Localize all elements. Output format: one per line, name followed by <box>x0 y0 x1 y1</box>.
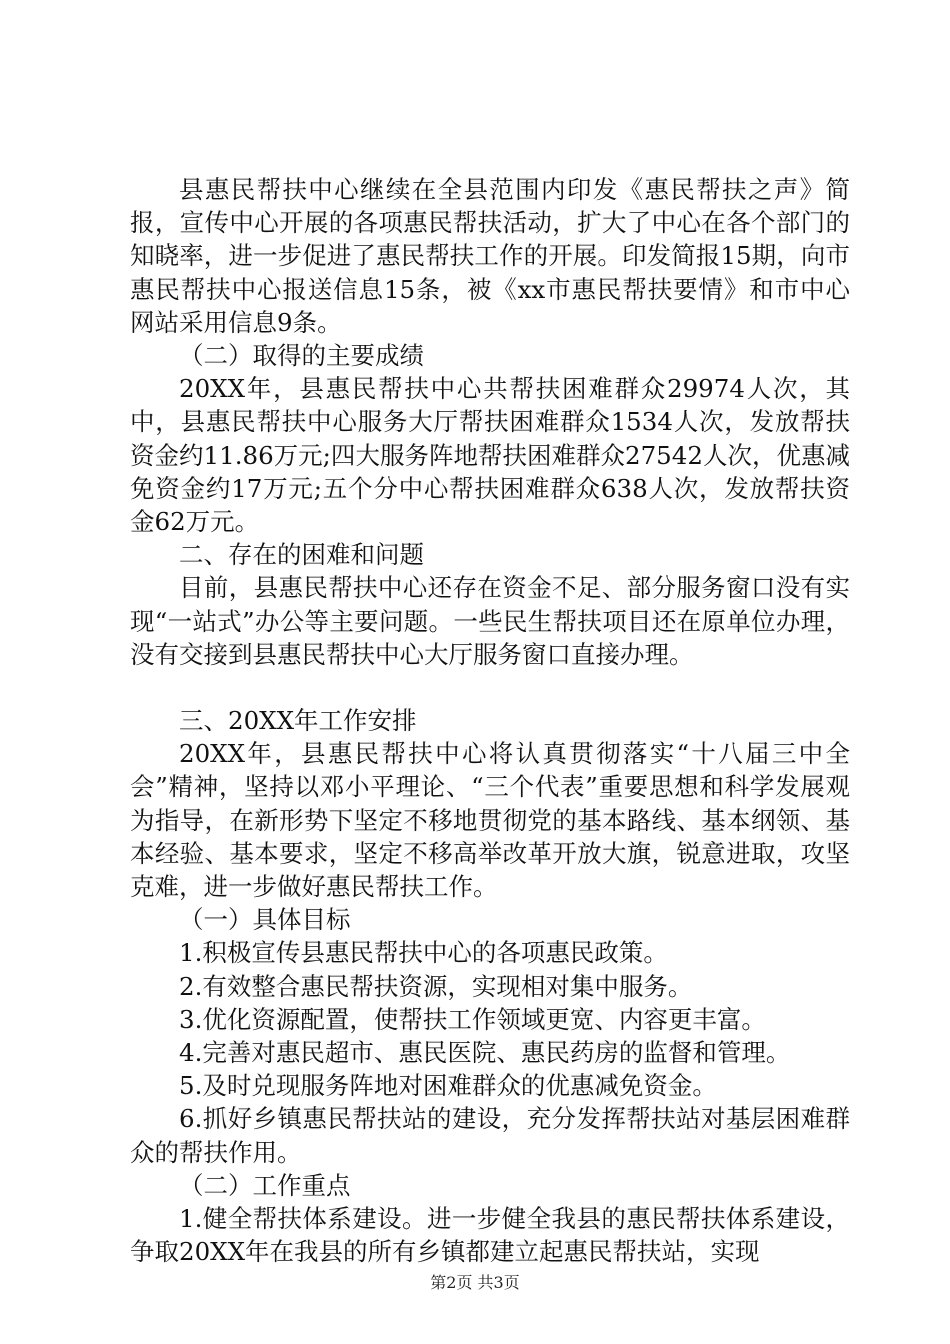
document-body <box>130 173 850 1269</box>
list-item: 6.抓好乡镇惠民帮扶站的建设，充分发挥帮扶站对基层困难群众的帮扶作用。 <box>130 1104 850 1167</box>
page-footer <box>0 1270 950 1293</box>
paragraph: 目前，县惠民帮扶中心还存在资金不足、部分服务窗口没有实现“一站式”办公等主要问题。一些民生帮扶项目还在原单位办理，没有交接到县惠民帮扶中心大厅服务窗口直接办理。 <box>130 573 850 669</box>
section-heading: 二、存在的困难和问题 <box>179 540 424 570</box>
page-number: 第2页 共3页 <box>430 1273 520 1292</box>
paragraph: 20XX年，县惠民帮扶中心将认真贯彻落实“十八届三中全会”精神，坚持以邓小平理论、“三个代表”重要思想和科学发展观为指导，在新形势下坚定不移地贯彻党的基本路线、基本纲领、基本经验、基本要求，坚定不移高举改革开放大旗，锐意进取，攻坚克难，进一步做好惠民帮扶工作。 <box>130 739 850 902</box>
list-item: 3.优化资源配置，使帮扶工作领域更宽、内容更丰富。 <box>179 1004 766 1034</box>
section-heading: （二）工作重点 <box>179 1170 351 1200</box>
list-item: 2.有效整合惠民帮扶资源，实现相对集中服务。 <box>179 971 693 1001</box>
list-item: 5.及时兑现服务阵地对困难群众的优惠减免资金。 <box>179 1071 717 1101</box>
list-item: 1.积极宣传县惠民帮扶中心的各项惠民政策。 <box>179 938 668 968</box>
blank-line <box>130 671 850 704</box>
section-heading: （一）具体目标 <box>179 905 351 935</box>
section-heading: （二）取得的主要成绩 <box>179 341 424 371</box>
paragraph: 县惠民帮扶中心继续在全县范围内印发《惠民帮扶之声》简报，宣传中心开展的各项惠民帮扶活动，扩大了中心在各个部门的知晓率，进一步促进了惠民帮扶工作的开展。印发简报15期，向市惠民帮扶中心报送信息15条，被《xx市惠民帮扶要情》和市中心网站采用信息9条。 <box>130 175 850 337</box>
paragraph: 1.健全帮扶体系建设。进一步健全我县的惠民帮扶体系建设，争取20XX年在我县的所有乡镇都建立起惠民帮扶站，实现 <box>130 1204 850 1267</box>
list-item: 4.完善对惠民超市、惠民医院、惠民药房的监督和管理。 <box>179 1038 791 1068</box>
paragraph: 20XX年，县惠民帮扶中心共帮扶困难群众29974人次，其中，县惠民帮扶中心服务大厅帮扶困难群众1534人次，发放帮扶资金约11.86万元;四大服务阵地帮扶困难群众27542人次，优惠减免资金约17万元;五个分中心帮扶困难群众638人次，发放帮扶资金62万元。 <box>130 374 850 537</box>
section-heading: 三、20XX年工作安排 <box>179 706 417 736</box>
